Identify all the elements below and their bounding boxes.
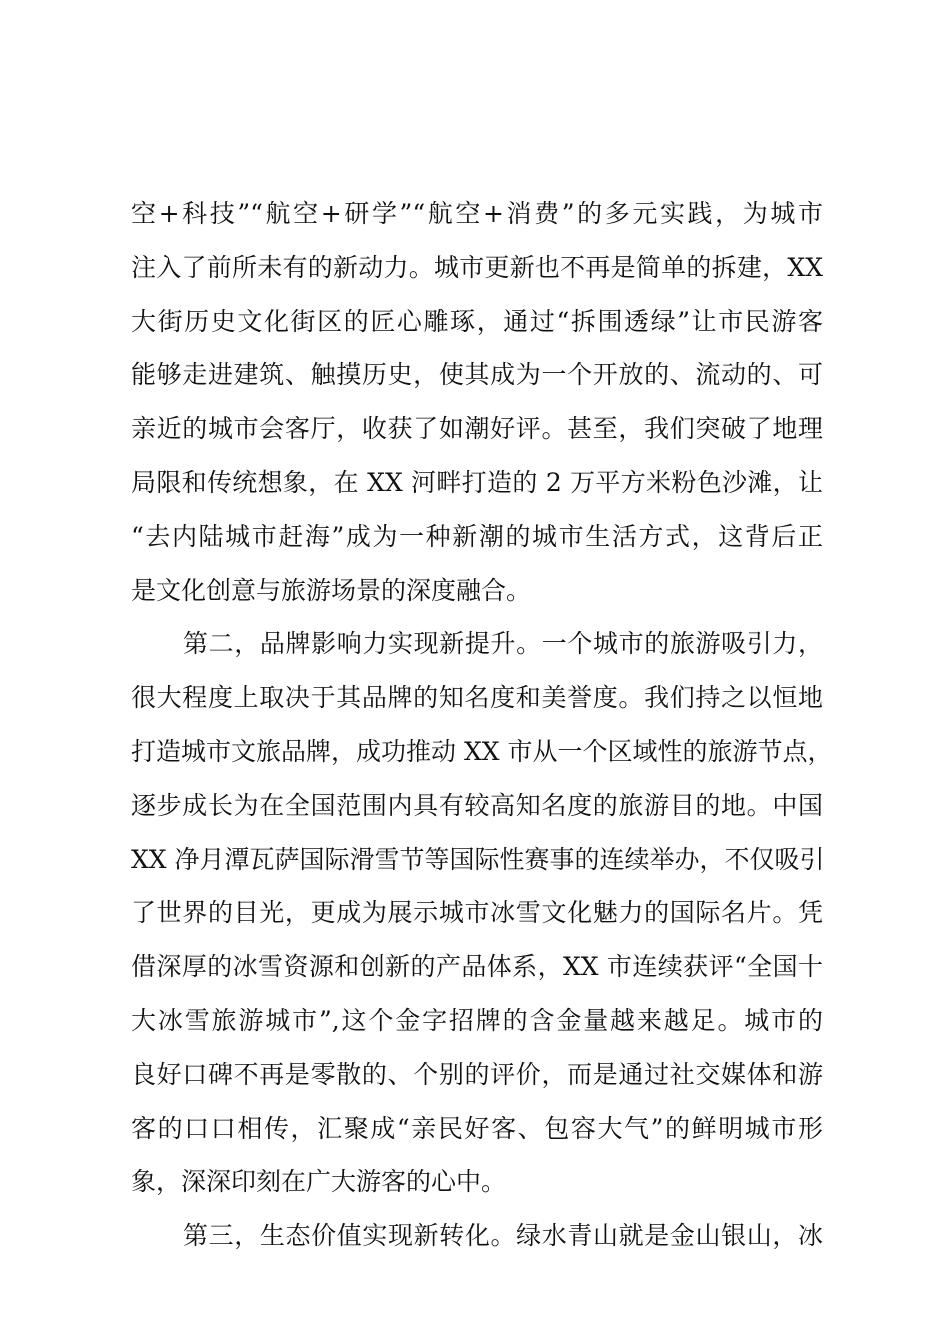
- text-line: XX 净月潭瓦萨国际滑雪节等国际性赛事的连续举办，不仅吸引: [131, 844, 825, 874]
- paragraph-brand-influence: [131, 622, 833, 1214]
- text-line: 良好口碑不再是零散的、个别的评价，而是通过社交媒体和游: [131, 1059, 823, 1089]
- text-line: 是文化创意与旅游场景的深度融合。: [131, 575, 532, 605]
- text-line: 大街历史文化街区的匠心雕琢，通过“拆围透绿”让市民游客: [131, 306, 823, 336]
- text-line: 了世界的目光，更成为展示城市冰雪文化魅力的国际名片。凭: [131, 898, 823, 928]
- text-line: 逐步成长为在全国范围内具有较高知名度的旅游目的地。中国: [131, 790, 823, 820]
- paragraph-continuation: [131, 192, 823, 622]
- text-line: 打造城市文旅品牌，成功推动 XX 市从一个区域性的旅游节点，: [131, 736, 833, 766]
- text-line: 亲近的城市会客厅，收获了如潮好评。甚至，我们突破了地理: [131, 414, 823, 444]
- text-line: “去内陆城市赶海”成为一种新潮的城市生活方式，这背后正: [131, 521, 823, 551]
- document-page: [131, 192, 833, 1268]
- text-line: 空+科技”“航空+研学”“航空+消费”的多元实践，为城市: [131, 199, 823, 228]
- paragraph-heading-line: 第二，品牌影响力实现新提升。一个城市的旅游吸引力，: [183, 629, 823, 659]
- text-line: 象，深深印刻在广大游客的心中。: [131, 1167, 507, 1197]
- paragraph-ecological-value: [131, 1214, 823, 1268]
- text-line: 客的口口相传，汇聚成“亲民好客、包容大气”的鲜明城市形: [131, 1113, 823, 1143]
- text-line: 注入了前所未有的新动力。城市更新也不再是简单的拆建，XX: [131, 252, 823, 282]
- text-line: 局限和传统想象，在 XX 河畔打造的 2 万平方米粉色沙滩，让: [131, 467, 823, 497]
- text-line: 能够走进建筑、触摸历史，使其成为一个开放的、流动的、可: [131, 360, 823, 390]
- text-line: 大冰雪旅游城市”,这个金字招牌的含金量越来越足。城市的: [131, 1005, 823, 1035]
- paragraph-heading-line: 第三，生态价值实现新转化。绿水青山就是金山银山，冰: [183, 1221, 823, 1251]
- text-line: 很大程度上取决于其品牌的知名度和美誉度。我们持之以恒地: [131, 683, 823, 713]
- text-line: 借深厚的冰雪资源和创新的产品体系，XX 市连续获评“全国十: [131, 952, 823, 982]
